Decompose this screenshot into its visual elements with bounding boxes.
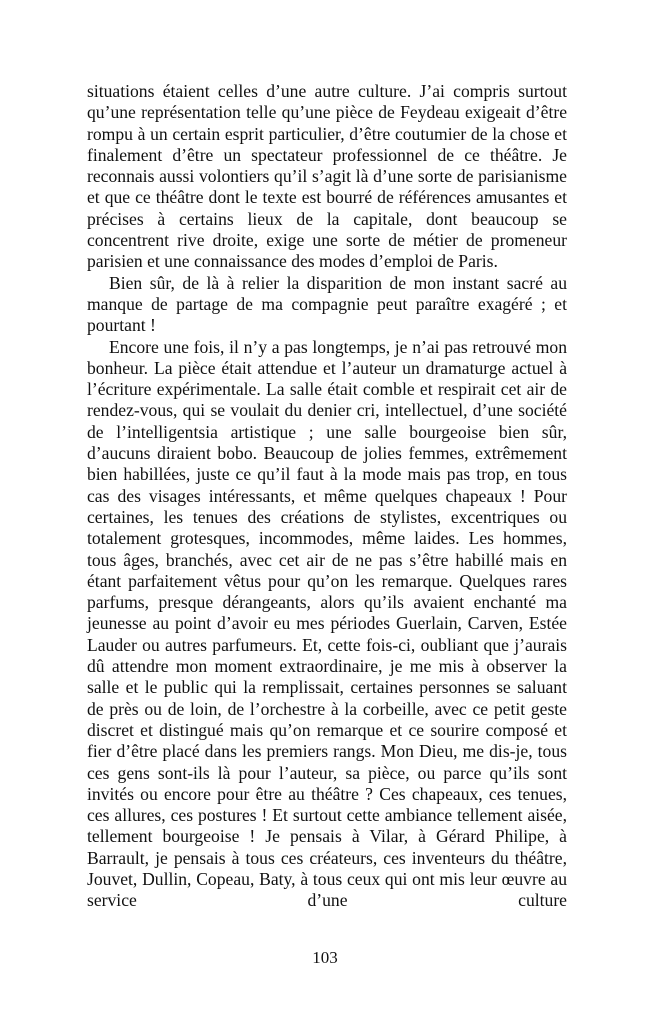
page-number: 103	[312, 948, 338, 967]
paragraph-1: situations étaient celles d’une autre culture. J’ai compris surtout qu’une représentation telle qu’une pièce de Feydeau exigeait d’être rompu à un certain esprit particulier, d’être coutumier de la chose et finalement d’être un spectateur professionnel de ce théâtre. Je reconnais aussi volontiers qu’il s’agit là d’une sorte de parisianisme et que ce théâtre dont le texte est bourré de références amusantes et précises à certains lieux de la capitale, dont beaucoup se concentrent rive droite, exige une sorte de métier de promeneur parisien et une connaissance des modes d’emploi de Paris.	[87, 81, 567, 272]
paragraph-2: Bien sûr, de là à relier la disparition de mon instant sacré au manque de partage de ma compagnie peut paraître exagéré ; et pourtant !	[87, 272, 567, 336]
page-text-block	[87, 81, 567, 912]
paragraph-3: Encore une fois, il n’y a pas longtemps, je n’ai pas retrouvé mon bonheur. La pièce était attendue et l’auteur un dramaturge actuel à l’écriture expérimentale. La salle était comble et respirait cet air de rendez-vous, qui se voulait du denier cri, intellectuel, d’une société de l’intelligentsia artistique ; une salle bourgeoise bien sûr, d’aucuns diraient bobo. Beaucoup de jolies femmes, extrêmement bien habillées, juste ce qu’il faut à la mode mais pas trop, en tous cas des visages intéressants, et même quelques chapeaux ! Pour certaines, les tenues des créations de stylistes, excentriques ou totalement grotesques, incommodes, même laides. Les hommes, tous âges, branchés, avec cet air de ne pas s’être habillé mais en étant parfaitement vêtus pour qu’on les remarque. Quelques rares parfums, presque dérangeants, alors qu’ils avaient enchanté ma jeunesse au point d’avoir eu mes périodes Guerlain, Carven, Estée Lauder ou autres parfumeurs. Et, cette fois-ci, oubliant que j’aurais dû attendre mon moment extraordinaire, je me mis à observer la salle et le public qui la remplissait, certaines personnes se saluant de près ou de loin, de l’orchestre à la corbeille, avec ce petit geste discret et distingué mais qu’on remarque et ce sourire composé et fier d’être placé dans les premiers rangs. Mon Dieu, me dis-je, tous ces gens sont-ils là pour l’auteur, sa pièce, ou parce qu’ils sont invités ou encore pour être au théâtre ? Ces chapeaux, ces tenues, ces allures, ces postures ! Et surtout cette ambiance tellement aisée, tellement bourgeoise ! Je pensais à Vilar, à Gérard Philipe, à Barrault, je pensais à tous ces créateurs, ces inventeurs du théâtre, Jouvet, Dullin, Copeau, Baty, à tous ceux qui ont mis leur œuvre au service d’une culture	[87, 336, 567, 911]
